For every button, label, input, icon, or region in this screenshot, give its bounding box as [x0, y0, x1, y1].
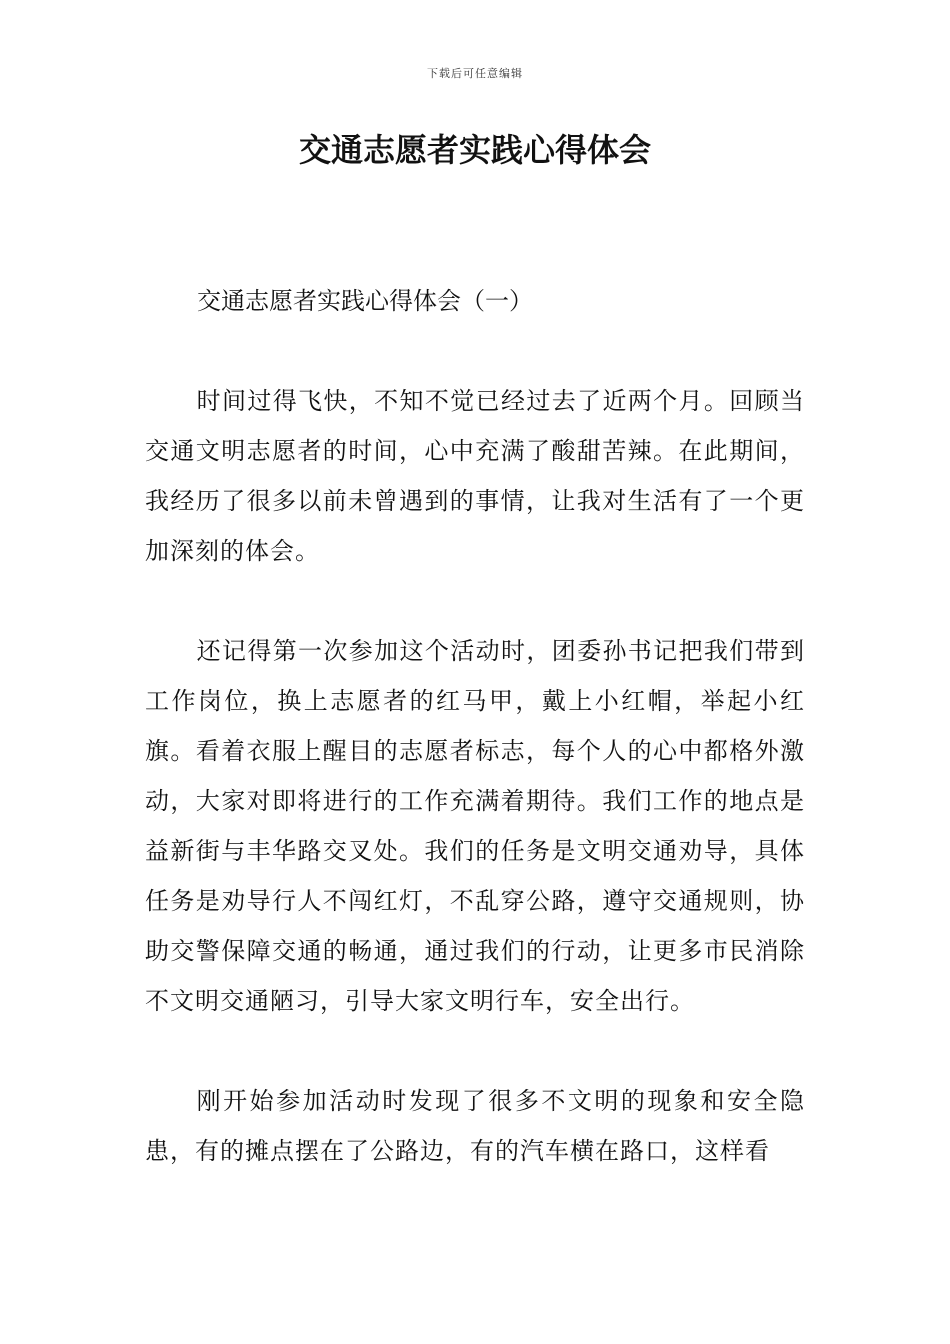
header-note: 下载后可任意编辑: [427, 67, 523, 80]
paragraph-3: 刚开始参加活动时发现了很多不文明的现象和安全隐患，有的摊点摆在了公路边，有的汽车横在路口，这样看: [145, 1087, 805, 1165]
document-title: 交通志愿者实践心得体会: [298, 131, 651, 169]
paragraph-1: 时间过得飞快，不知不觉已经过去了近两个月。回顾当交通文明志愿者的时间，心中充满了酸甜苦辣。在此期间，我经历了很多以前未曾遇到的事情，让我对生活有了一个更加深刻的体会。: [145, 387, 805, 565]
section-subtitle: 交通志愿者实践心得体会（一）: [197, 287, 533, 315]
paragraph-2: 还记得第一次参加这个活动时，团委孙书记把我们带到工作岗位，换上志愿者的红马甲，戴上小红帽，举起小红旗。看着衣服上醒目的志愿者标志，每个人的心中都格外激动，大家对即将进行的工作充满着期待。我们工作的地点是益新街与丰华路交叉处。我们的任务是文明交通劝导，具体任务是劝导行人不闯红灯，不乱穿公路，遵守交通规则，协助交警保障交通的畅通，通过我们的行动，让更多市民消除不文明交通陋习，引导大家文明行车，安全出行。: [145, 637, 805, 1015]
document-body: [145, 276, 805, 1226]
